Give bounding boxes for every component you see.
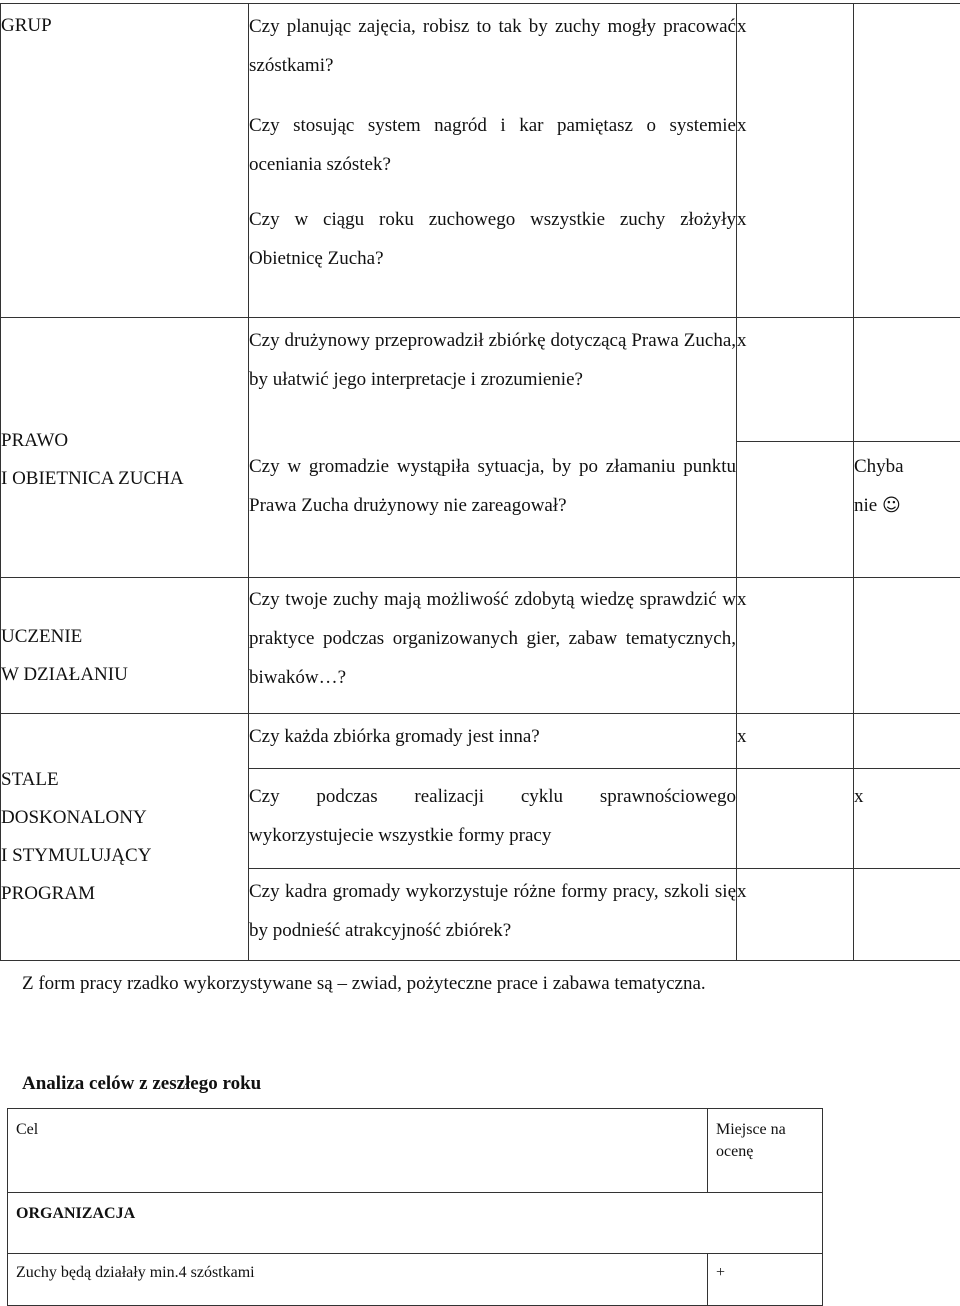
header-label: Miejsce na <box>716 1119 814 1141</box>
question-text: Czy podczas realizacji cyklu sprawnościowego wykorzystujecie wszystkie formy pracy <box>249 786 736 846</box>
question-cell <box>249 4 737 100</box>
mark-x: x <box>737 881 747 902</box>
category-cell <box>1 578 249 714</box>
mark-x: x <box>737 115 747 136</box>
table-row <box>8 1254 823 1306</box>
category-cell <box>1 714 249 961</box>
mark-cell-col4 <box>854 4 960 318</box>
question-text: Czy stosując system nagród i kar pamiętasz o systemie oceniania szóstek? <box>249 115 736 175</box>
header-label: ocenę <box>716 1141 814 1163</box>
mark-x: x <box>737 209 747 230</box>
mark-x: x <box>854 786 864 807</box>
smiley-icon: ☺ <box>882 495 901 516</box>
table-row <box>1 4 960 100</box>
category-cell <box>8 1193 823 1254</box>
question-text: Czy twoje zuchy mają możliwość zdobytą wiedzę sprawdzić w praktyce podczas organizowanych gier, zabaw tematycznych, biwaków…? <box>249 589 736 688</box>
table-row <box>1 318 960 442</box>
mark-cell-col3 <box>737 4 854 100</box>
goals-table <box>7 1108 823 1306</box>
category-label: W DZIAŁANIU <box>1 656 248 694</box>
mark-cell-col3 <box>737 769 854 869</box>
category-label: PRAWO <box>1 422 248 460</box>
goal-cell <box>8 1254 708 1306</box>
mark-cell-col3 <box>737 578 854 714</box>
mark-cell-col4 <box>854 869 960 961</box>
table-row <box>1 200 960 318</box>
mark-text: nie <box>854 495 877 516</box>
mark-x: x <box>737 16 747 37</box>
mark-cell-col4 <box>854 769 960 869</box>
table-row <box>8 1193 823 1254</box>
table-header-row <box>8 1109 823 1193</box>
question-cell <box>249 869 737 961</box>
question-text: Czy drużynowy przeprowadził zbiórkę dotyczącą Prawa Zucha, by ułatwić jego interpretacje i zrozumienie? <box>249 330 736 390</box>
assessment-cell <box>708 1254 823 1306</box>
header-label: Cel <box>16 1121 38 1138</box>
header-assessment <box>708 1109 823 1193</box>
checklist-table <box>0 3 960 961</box>
mark-cell-col3 <box>737 318 854 442</box>
category-label: UCZENIE <box>1 618 248 656</box>
category-cell <box>1 4 249 100</box>
category-cell <box>1 318 249 578</box>
mark-text: Chyba <box>854 447 960 486</box>
question-cell <box>249 578 737 714</box>
question-cell <box>249 318 737 442</box>
question-text: Czy planując zajęcia, robisz to tak by zuchy mogły pracować szóstkami? <box>249 16 736 76</box>
mark-cell-col3 <box>737 100 854 200</box>
category-label: STALE <box>1 761 248 799</box>
assessment-mark: + <box>716 1264 725 1281</box>
table-row <box>1 100 960 200</box>
category-label: GRUP <box>1 15 52 36</box>
question-cell <box>249 714 737 769</box>
question-cell <box>249 769 737 869</box>
mark-cell-col4 <box>854 442 960 578</box>
mark-cell-col3 <box>737 714 854 769</box>
mark-x: x <box>737 330 747 351</box>
category-label: ORGANIZACJA <box>16 1205 135 1222</box>
category-label: PROGRAM <box>1 875 248 913</box>
note-text: Z form pracy rzadko wykorzystywane są – zwiad, pożyteczne prace i zabawa tematyczna. <box>22 972 706 996</box>
mark-cell-col3 <box>737 869 854 961</box>
question-text: Czy w gromadzie wystąpiła sytuacja, by po złamaniu punktu Prawa Zucha drużynowy nie zareagował? <box>249 456 736 516</box>
goal-text: Zuchy będą działały min.4 szóstkami <box>16 1264 255 1281</box>
question-cell <box>249 200 737 318</box>
category-cell <box>1 100 249 200</box>
table-row <box>1 578 960 714</box>
section-heading: Analiza celów z zeszłego roku <box>22 1072 261 1096</box>
mark-cell-col4 <box>854 578 960 714</box>
question-text: Czy w ciągu roku zuchowego wszystkie zuchy złożyły Obietnicę Zucha? <box>249 209 736 269</box>
category-label: DOSKONALONY <box>1 799 248 837</box>
category-label: I STYMULUJĄCY <box>1 837 248 875</box>
mark-x: x <box>737 589 747 610</box>
header-goal <box>8 1109 708 1193</box>
table-row <box>1 714 960 769</box>
mark-cell-col3 <box>737 200 854 318</box>
question-cell <box>249 442 737 578</box>
category-label: I OBIETNICA ZUCHA <box>1 460 248 498</box>
mark-cell-col4 <box>854 714 960 769</box>
question-text: Czy każda zbiórka gromady jest inna? <box>249 726 540 747</box>
question-cell <box>249 100 737 200</box>
mark-cell-col4 <box>854 318 960 442</box>
mark-x: x <box>737 726 747 747</box>
category-cell <box>1 200 249 318</box>
question-text: Czy kadra gromady wykorzystuje różne formy pracy, szkoli się by podnieść atrakcyjność zbiórek? <box>249 881 736 941</box>
mark-cell-col3 <box>737 442 854 578</box>
